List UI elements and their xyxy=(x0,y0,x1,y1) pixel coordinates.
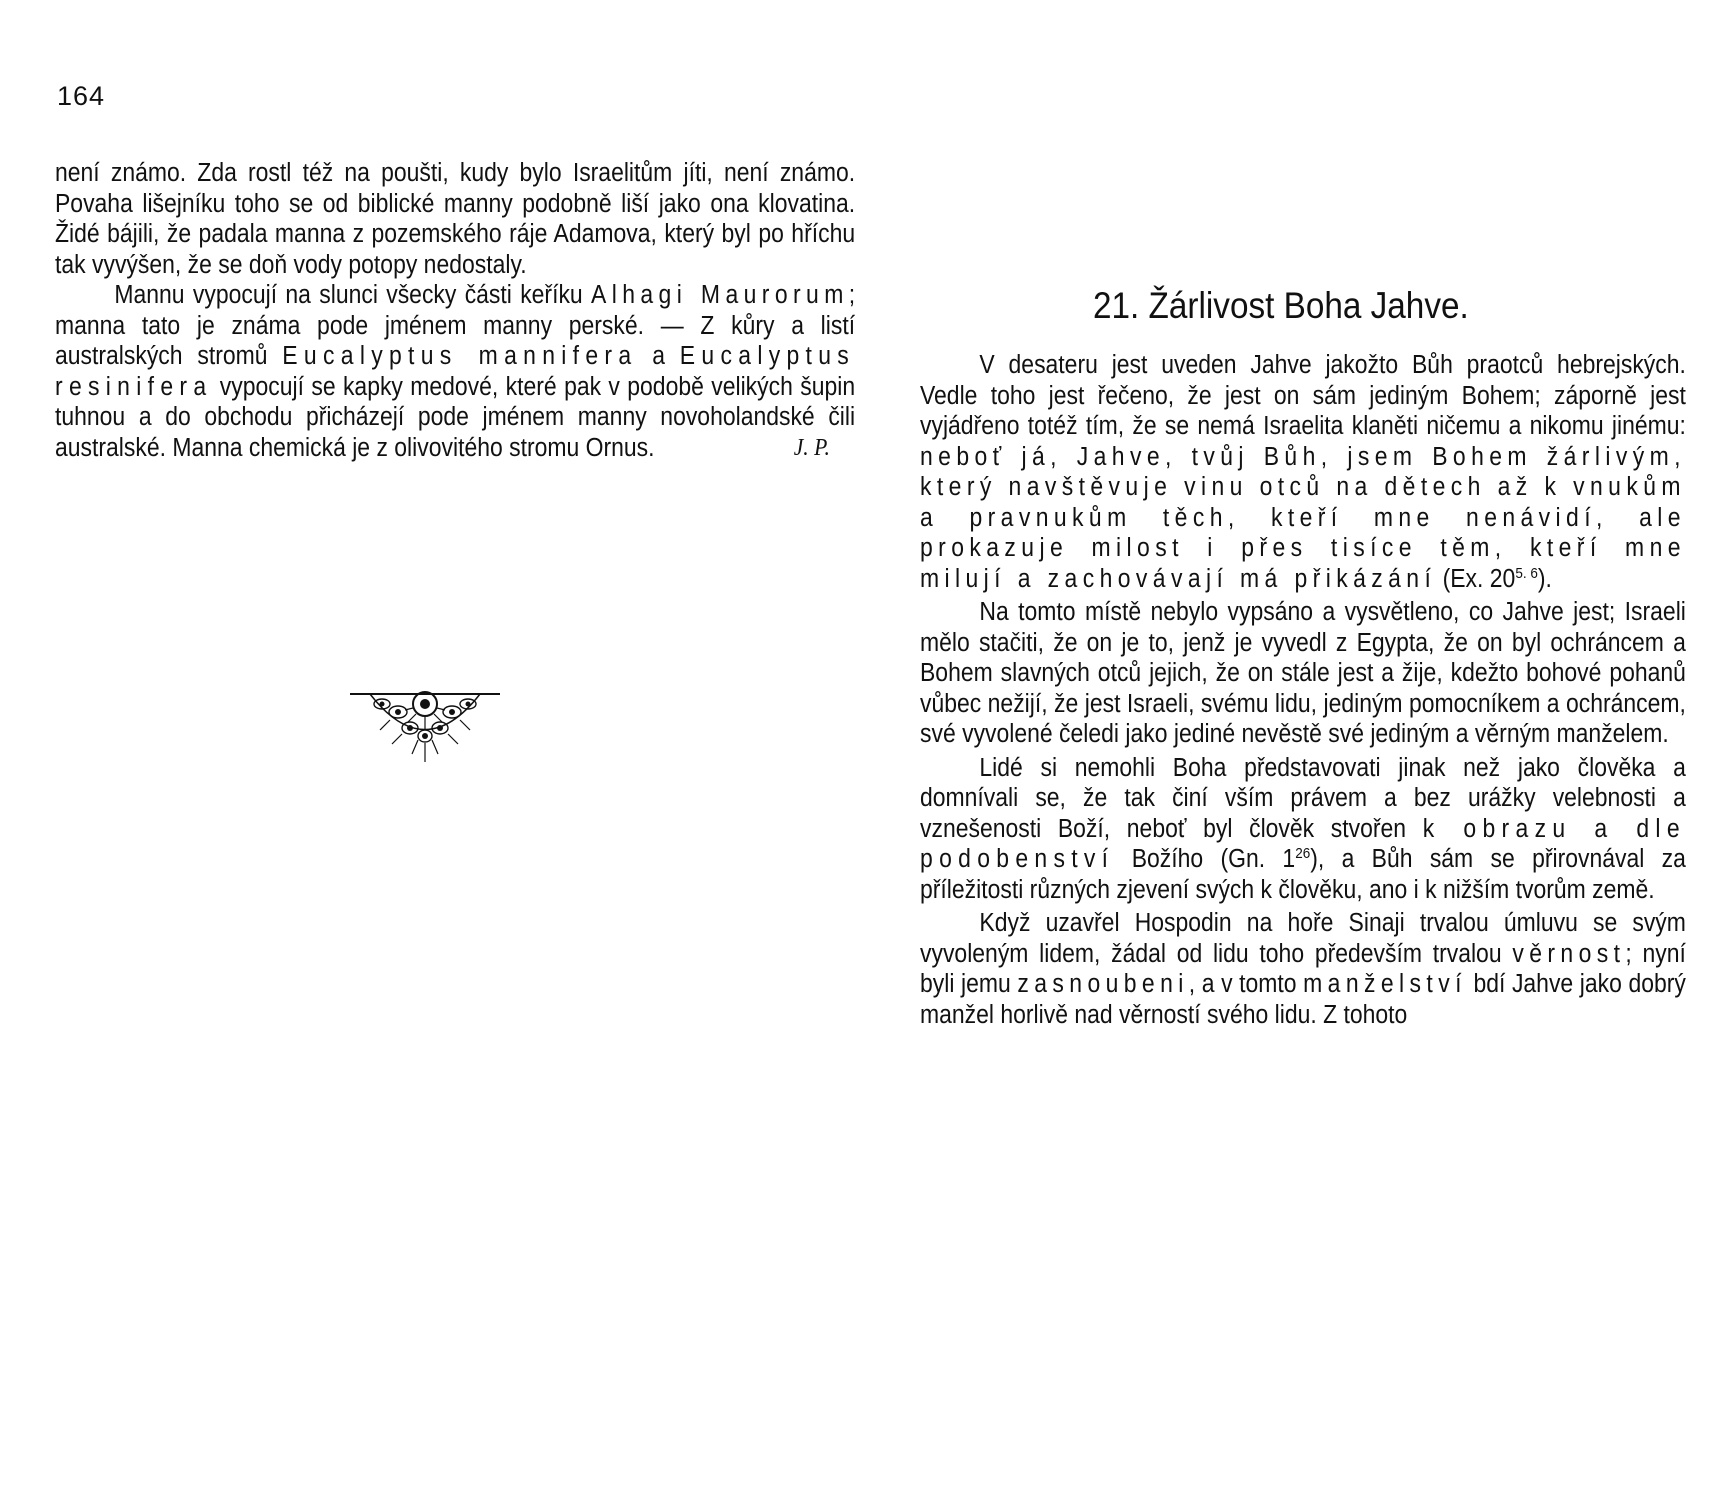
scripture-reference-exodus xyxy=(1443,565,1552,593)
right-paragraph-3 xyxy=(920,753,1686,906)
right-paragraph-3-text-b: Božího (Gn. 1 xyxy=(1131,845,1296,873)
right-paragraph-4-text-a: Když uzavřel Hospodin na hoře Sinaji trvalou úmluvu se svým vyvoleným lidem, žádal od lidu toho především trvalou xyxy=(920,909,1686,968)
left-paragraph-2-and: a xyxy=(652,342,666,370)
right-paragraph-4-text-b: ; nyní byli jemu xyxy=(920,939,1686,998)
ref-genesis-verse: 26 xyxy=(1295,845,1311,862)
right-paragraph-4-text-d: bdí Jahve jako dobrý manžel horlivě nad věrností svého lidu. Z tohoto xyxy=(920,970,1686,1029)
ref-exodus-text: (Ex. 20 xyxy=(1442,564,1516,593)
genesis-quote: k obrazu a dle podobenství xyxy=(920,814,1686,873)
species-eucalyptus-mannifera: Eucalyptus mannifera xyxy=(282,342,638,370)
page-number: 164 xyxy=(57,81,106,111)
right-column xyxy=(920,350,1686,1030)
right-paragraph-3-text-a: Lidé si nemohli Boha představovati jinak než jako člověka a domnívali se, že tak činí vším právem a bez urážky velebnosti a vznešenosti Boží, neboť byl člověk stvořen xyxy=(920,753,1686,843)
left-column xyxy=(55,158,855,463)
chapter-heading: 21. Žárlivost Boha Jahve. xyxy=(1093,285,1469,326)
right-paragraph-3-text-c: ), a Bůh sám se přirovnával za příležitosti různých zjevení svých k člověku, ano i k nižším tvorům země. xyxy=(920,845,1686,904)
left-paragraph-2-text-a: Mannu vypocují na slunci všecky části keříku xyxy=(114,281,583,309)
right-paragraph-4-text-c: , a v tomto xyxy=(1188,970,1297,998)
word-manzelstvi: manželství xyxy=(1303,970,1467,998)
left-paragraph-2 xyxy=(55,280,855,463)
right-paragraph-2: Na tomto místě nebylo vypsáno a vysvětleno, co Jahve jest; Israeli mělo stačiti, že on je to, jenž je vyvedl z Egypta, že on byl ochráncem a Bohem slavných otců jejich, že on stále jest a žije, kdežto bohové pohanů vůbec nežijí, že jest Israeli, svému lidu, jediným pomocníkem a ochráncem, své vyvolené čeledi jako jediné nevěstě své jediným a věrným manželem. xyxy=(920,598,1686,748)
ref-exodus-verses: 5. 6 xyxy=(1515,564,1538,582)
author-signature: J. P. xyxy=(793,434,830,461)
species-alhagi: Alhagi Maurorum xyxy=(591,281,849,309)
left-paragraph-2-text-b: ; manna tato je známa pode jménem manny perské. — Z kůry a listí australských stromů xyxy=(55,281,856,370)
species-eucalyptus-resinifera: Eucalyptus resinifera xyxy=(55,342,856,401)
word-vernost: věrnost xyxy=(1512,939,1626,968)
sunburst-ornament-icon xyxy=(350,690,500,770)
right-paragraph-1-text: V desateru jest uveden Jahve jakožto Bůh praotců hebrejských. Vedle toho jest řečeno, že jest on sám jediným Bohem; záporně jest vyjádřeno totéž tím, že se nemá Israelita klaněti ničemu a nikomu jinému: xyxy=(920,351,1686,440)
word-zasnoubeni: zasnoubeni xyxy=(1017,970,1189,998)
right-paragraph-1 xyxy=(920,350,1686,594)
decalogue-quote: neboť já, Jahve, tvůj Bůh, jsem Bohem žárlivým, který navštěvuje vinu otců na dětech až k vnukům a pravnukům těch, kteří mne nenávidí, ale prokazuje milost i přes tisíce těm, kteří mne milují a zachovávají má přikázání xyxy=(920,442,1686,593)
right-paragraph-4 xyxy=(920,908,1686,1030)
ref-exodus-end: ). xyxy=(1537,564,1552,593)
left-paragraph-1: není známo. Zda rostl též na poušti, kudy bylo Israelitům jíti, není známo. Povaha lišejníku toho se od biblické manny podobně liší jako ona klovatina. Židé bájili, že padala manna z pozemského ráje Adamova, který byl po hříchu tak vyvýšen, že se doň vody potopy nedostaly. xyxy=(55,159,856,279)
left-paragraph-2-text-c: vypocují se kapky medové, které pak v podobě velikých šupin tuhnou a do obchodu přicházejí pode jménem manny novoholandské čili australské. Manna chemická je z olivovitého stromu Ornus. xyxy=(55,372,856,462)
